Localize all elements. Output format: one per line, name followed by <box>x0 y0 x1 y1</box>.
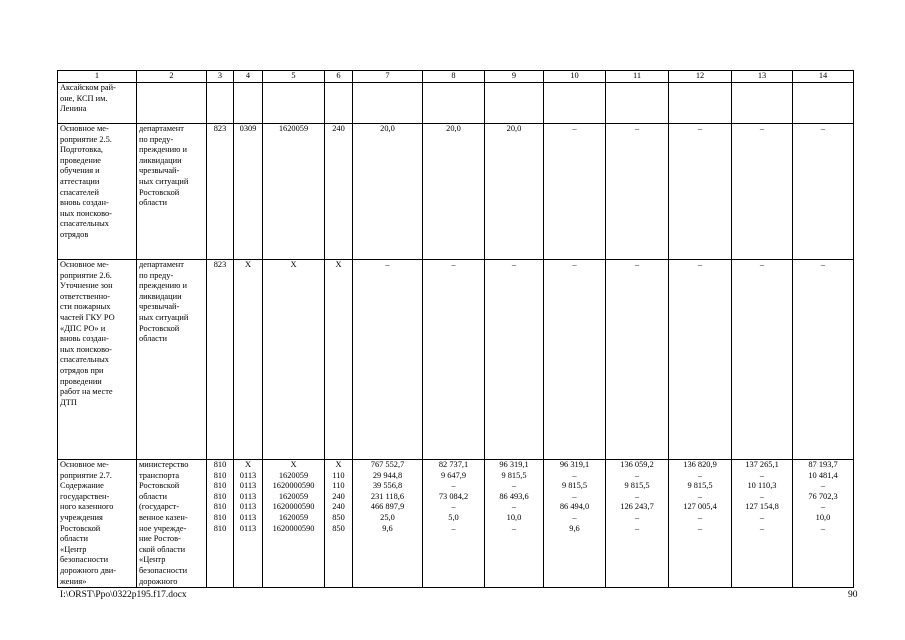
value-line: – <box>634 491 640 501</box>
measure-name-line: роприятие 2.6. <box>60 270 112 280</box>
measure-name-line: работ на месте <box>60 387 113 397</box>
value-line: – <box>572 124 577 133</box>
value-line: 810 <box>213 470 227 480</box>
value-line: – <box>820 481 826 491</box>
value-cell <box>793 124 854 260</box>
executor-line: чрезвычай- <box>139 302 180 312</box>
measure-name-line: проведение <box>60 155 102 165</box>
executor-line: области <box>139 334 167 344</box>
value-line: – <box>451 481 456 491</box>
measure-name-line: сти пожарных <box>60 302 111 312</box>
value-line: 1620000590 <box>272 481 315 491</box>
column-number-header: 5 <box>263 71 325 83</box>
value-line: 810 <box>213 502 227 512</box>
value-line: 136 059,2 <box>620 460 654 469</box>
value-cell <box>544 124 606 260</box>
executor-line: ных ситуаций <box>139 312 189 322</box>
measure-name-line: области <box>60 534 88 544</box>
measure-name-line: ответственно- <box>60 291 111 301</box>
value-line: 767 552,7 <box>370 460 405 469</box>
value-line: 9 815,5 <box>501 470 527 480</box>
value-cell <box>325 260 353 460</box>
value-cell <box>485 260 544 460</box>
executor-line: преждению и <box>139 281 187 291</box>
measure-name-line: государствен- <box>60 491 110 501</box>
table-row <box>58 83 854 124</box>
value-line: 810 <box>213 491 227 501</box>
value-line: 127 154,8 <box>745 502 779 512</box>
value-line: 231 118,6 <box>370 491 405 501</box>
value-line: – <box>820 502 826 512</box>
value-line: Х <box>244 260 252 269</box>
value-cell <box>263 260 325 460</box>
value-line: 110 <box>332 470 345 480</box>
measure-name-cell <box>58 83 137 124</box>
value-line: – <box>759 491 765 501</box>
executor-line: ное учрежде- <box>139 523 187 533</box>
value-line: 136 820,9 <box>683 460 717 469</box>
value-cell <box>207 124 234 260</box>
measure-name-line: спасателей <box>60 187 99 197</box>
value-line: – <box>759 260 765 269</box>
value-line: 96 319,1 <box>499 460 529 469</box>
value-line: 1620059 <box>278 512 309 522</box>
value-line: 0113 <box>239 491 257 501</box>
column-number-header: 3 <box>207 71 234 83</box>
value-line: 29 944,8 <box>372 470 403 480</box>
value-line: 126 243,7 <box>620 502 654 512</box>
value-line: – <box>451 260 456 269</box>
value-line: Х <box>335 260 342 269</box>
value-line: 810 <box>213 512 227 522</box>
value-line: 9 815,5 <box>687 481 713 491</box>
value-cell <box>544 260 606 460</box>
value-line: 9 815,5 <box>561 481 588 491</box>
measure-name-line: Ростовской <box>60 523 101 533</box>
value-line: 86 493,6 <box>499 491 529 501</box>
value-line: – <box>572 491 577 501</box>
value-line: – <box>697 260 703 269</box>
value-cell <box>606 124 669 260</box>
value-line: 76 702,3 <box>808 491 838 501</box>
measure-name-line: «Центр <box>60 544 87 554</box>
value-cell <box>263 124 325 260</box>
executor-line: ликвидации <box>139 155 182 165</box>
value-line: 39 556,8 <box>372 481 403 491</box>
value-line: 823 <box>213 124 227 133</box>
measure-name-line: ного казенного <box>60 502 114 512</box>
column-number-header: 13 <box>732 71 793 83</box>
value-line: 0113 <box>239 523 257 533</box>
executor-line: министерство <box>139 460 189 469</box>
value-cell <box>485 83 544 124</box>
executor-line: Ростовской <box>139 187 180 197</box>
value-cell <box>793 460 854 588</box>
value-cell <box>423 460 485 588</box>
value-cell <box>353 83 423 124</box>
executor-cell <box>137 83 207 124</box>
value-line: – <box>634 523 640 533</box>
measure-name-line: Содержание <box>60 481 104 491</box>
value-cell <box>485 460 544 588</box>
value-line: – <box>451 523 456 533</box>
value-line: Х <box>290 260 297 269</box>
measure-name-line: дорожного дви- <box>60 565 117 575</box>
value-cell <box>353 460 423 588</box>
measure-name-line: спасательных <box>60 219 109 229</box>
value-line: – <box>572 512 577 522</box>
column-number-header: 9 <box>485 71 544 83</box>
value-cell <box>485 124 544 260</box>
value-line: 20,0 <box>446 124 461 133</box>
executor-line: департамент <box>139 260 184 269</box>
value-cell <box>793 83 854 124</box>
executor-cell <box>137 260 207 460</box>
value-cell <box>606 83 669 124</box>
value-cell <box>234 124 263 260</box>
value-line: – <box>451 502 456 512</box>
value-cell <box>263 83 325 124</box>
executor-line: области <box>139 198 167 208</box>
value-cell <box>207 83 234 124</box>
value-line: – <box>759 124 765 133</box>
value-line: – <box>511 481 517 491</box>
value-line: 9 647,9 <box>440 470 467 480</box>
value-line: 9,6 <box>382 523 393 533</box>
value-line: 823 <box>213 260 227 269</box>
value-line: 5,0 <box>448 512 459 522</box>
column-number-header: 2 <box>137 71 207 83</box>
value-line: Х <box>290 460 297 469</box>
value-line: 1620059 <box>278 470 309 480</box>
value-cell <box>325 83 353 124</box>
executor-cell <box>137 124 207 260</box>
value-line: 1620000590 <box>272 523 315 533</box>
measure-name-line: Уточнение зон <box>60 281 113 291</box>
column-number-header: 8 <box>423 71 485 83</box>
value-line: – <box>820 523 826 533</box>
executor-line: безопасности <box>139 565 188 575</box>
value-line: 73 084,2 <box>438 491 469 501</box>
footer-file-path: I:\ORST\Ppo\0322p195.f17.docx <box>60 590 187 600</box>
value-cell <box>207 460 234 588</box>
value-line: 1620059 <box>278 124 309 133</box>
column-number-header: 12 <box>669 71 732 83</box>
measure-name-line: аттестации <box>60 176 100 186</box>
column-number-header: 6 <box>325 71 353 83</box>
value-cell <box>423 124 485 260</box>
measure-name-line: обучения и <box>60 166 100 176</box>
value-line: – <box>759 470 765 480</box>
measure-name-line: учреждения <box>60 512 103 522</box>
executor-line: ликвидации <box>139 291 182 301</box>
executor-line: области <box>139 491 167 501</box>
column-number-header: 4 <box>234 71 263 83</box>
executor-line: транспорта <box>139 470 180 480</box>
value-line: – <box>820 260 826 269</box>
measure-name-line: Основное ме- <box>60 260 109 269</box>
value-line: 86 494,0 <box>559 502 590 512</box>
measure-name-line: роприятие 2.5. <box>60 134 112 144</box>
measure-name-line: отрядов при <box>60 365 104 375</box>
executor-line: венное казен- <box>139 512 188 522</box>
value-line: – <box>511 502 517 512</box>
value-line: – <box>759 523 765 533</box>
value-line: 240 <box>332 491 345 501</box>
value-cell <box>669 460 732 588</box>
value-line: 20,0 <box>506 124 522 133</box>
executor-line: (государст- <box>139 502 180 512</box>
value-line: 810 <box>213 523 227 533</box>
value-cell <box>353 260 423 460</box>
value-line: 9,6 <box>569 523 580 533</box>
executor-line: преждению и <box>139 145 187 155</box>
executor-line: ных ситуаций <box>139 176 189 186</box>
value-line: – <box>697 124 703 133</box>
value-line: 87 193,7 <box>808 460 838 469</box>
value-cell <box>234 260 263 460</box>
value-line: 127 005,4 <box>683 502 717 512</box>
value-line: 96 319,1 <box>559 460 590 469</box>
column-number-header: 1 <box>58 71 137 83</box>
measure-name-line: безопасности <box>60 555 109 565</box>
column-number-header: 14 <box>793 71 854 83</box>
value-line: Х <box>335 460 342 469</box>
value-line: Х <box>244 460 252 469</box>
value-line: – <box>759 512 765 522</box>
value-line: 82 737,1 <box>438 460 469 469</box>
measure-name-line: роприятие 2.7. <box>60 470 112 480</box>
value-cell <box>606 460 669 588</box>
value-cell <box>732 260 793 460</box>
executor-line: «Центр <box>139 555 166 565</box>
executor-line: ской области <box>139 544 186 554</box>
value-line: – <box>634 260 640 269</box>
column-number-header: 10 <box>544 71 606 83</box>
measure-name-line: Ленина <box>60 104 87 114</box>
measure-name-cell <box>58 260 137 460</box>
measure-name-line: ных поисково- <box>60 344 112 354</box>
value-cell <box>669 124 732 260</box>
value-line: – <box>572 260 577 269</box>
table-row <box>58 460 854 588</box>
value-line: 9 815,5 <box>624 481 650 491</box>
measure-name-line: «ДПС РО» и <box>60 323 106 333</box>
measure-name-line: отрядов <box>60 229 89 239</box>
value-line: – <box>572 470 577 480</box>
measure-name-cell <box>58 460 137 588</box>
executor-line: по преду- <box>139 134 174 144</box>
value-line: 0113 <box>239 502 257 512</box>
measure-name-cell <box>58 124 137 260</box>
value-line: – <box>697 523 703 533</box>
value-line: – <box>634 470 640 480</box>
measure-name-line: Основное ме- <box>60 124 109 133</box>
value-cell <box>544 83 606 124</box>
executor-line: чрезвычай- <box>139 166 180 176</box>
value-line: 466 897,9 <box>370 502 405 512</box>
measure-name-line: вновь создан- <box>60 198 109 208</box>
column-number-header: 7 <box>353 71 423 83</box>
executor-line: Ростовской <box>139 481 180 491</box>
value-line: – <box>511 523 517 533</box>
column-number-header: 11 <box>606 71 669 83</box>
value-line: – <box>697 512 703 522</box>
value-cell <box>353 124 423 260</box>
value-line: 137 265,1 <box>745 460 779 469</box>
header-row <box>58 71 854 83</box>
value-cell <box>732 124 793 260</box>
value-line: – <box>697 491 703 501</box>
value-line: 1620059 <box>278 491 309 501</box>
measure-name-line: спасательных <box>60 355 109 365</box>
value-cell <box>423 260 485 460</box>
value-line: 1620000590 <box>272 502 315 512</box>
value-line: 10 481,4 <box>808 470 838 480</box>
measure-name-line: ных поисково- <box>60 208 112 218</box>
value-line: 240 <box>332 124 345 133</box>
value-line: 0113 <box>239 512 257 522</box>
measure-name-line: оне, КСП им. <box>60 93 108 103</box>
measure-name-line: жения» <box>60 576 87 586</box>
value-cell <box>669 260 732 460</box>
measure-name-line: ДТП <box>60 397 77 407</box>
value-line: 240 <box>332 502 345 512</box>
value-line: – <box>385 260 390 269</box>
budget-table <box>57 70 854 588</box>
measure-name-line: частей ГКУ РО <box>60 312 115 322</box>
value-line: 20,0 <box>380 124 395 133</box>
value-cell <box>325 460 353 588</box>
executor-line: по преду- <box>139 270 174 280</box>
executor-cell <box>137 460 207 588</box>
measure-name-line: Основное ме- <box>60 460 109 469</box>
value-cell <box>732 83 793 124</box>
value-cell <box>544 460 606 588</box>
value-line: – <box>697 470 703 480</box>
footer-page-number: 90 <box>848 590 858 600</box>
value-cell <box>423 83 485 124</box>
value-line: 810 <box>213 460 227 469</box>
value-cell <box>207 260 234 460</box>
executor-line: департамент <box>139 124 184 133</box>
value-line: – <box>820 124 826 133</box>
value-line: 850 <box>332 523 345 533</box>
executor-line: дорожного <box>139 576 178 586</box>
value-line: 10,0 <box>506 512 522 522</box>
value-line: – <box>634 512 640 522</box>
value-cell <box>325 124 353 260</box>
value-line: 0309 <box>239 124 257 133</box>
table-row <box>58 124 854 260</box>
measure-name-line: проведении <box>60 376 102 386</box>
value-cell <box>234 83 263 124</box>
value-line: 0113 <box>239 470 257 480</box>
table-row <box>58 260 854 460</box>
measure-name-line: Аксайском рай- <box>60 83 116 92</box>
value-cell <box>234 460 263 588</box>
value-line: 810 <box>213 481 227 491</box>
value-line: 10 110,3 <box>747 481 777 491</box>
executor-line: ние Ростов- <box>139 534 181 544</box>
value-cell <box>793 260 854 460</box>
value-cell <box>669 83 732 124</box>
value-cell <box>263 460 325 588</box>
value-line: – <box>511 260 517 269</box>
value-line: 0113 <box>239 481 257 491</box>
executor-line: Ростовской <box>139 323 180 333</box>
value-line: 850 <box>332 512 345 522</box>
value-cell <box>732 460 793 588</box>
measure-name-line: Подготовка, <box>60 145 104 155</box>
value-line: 10,0 <box>815 512 831 522</box>
value-line: 25,0 <box>380 512 395 522</box>
value-cell <box>606 260 669 460</box>
value-line: – <box>634 124 640 133</box>
value-line: 110 <box>332 481 345 491</box>
measure-name-line: вновь создан- <box>60 334 109 344</box>
